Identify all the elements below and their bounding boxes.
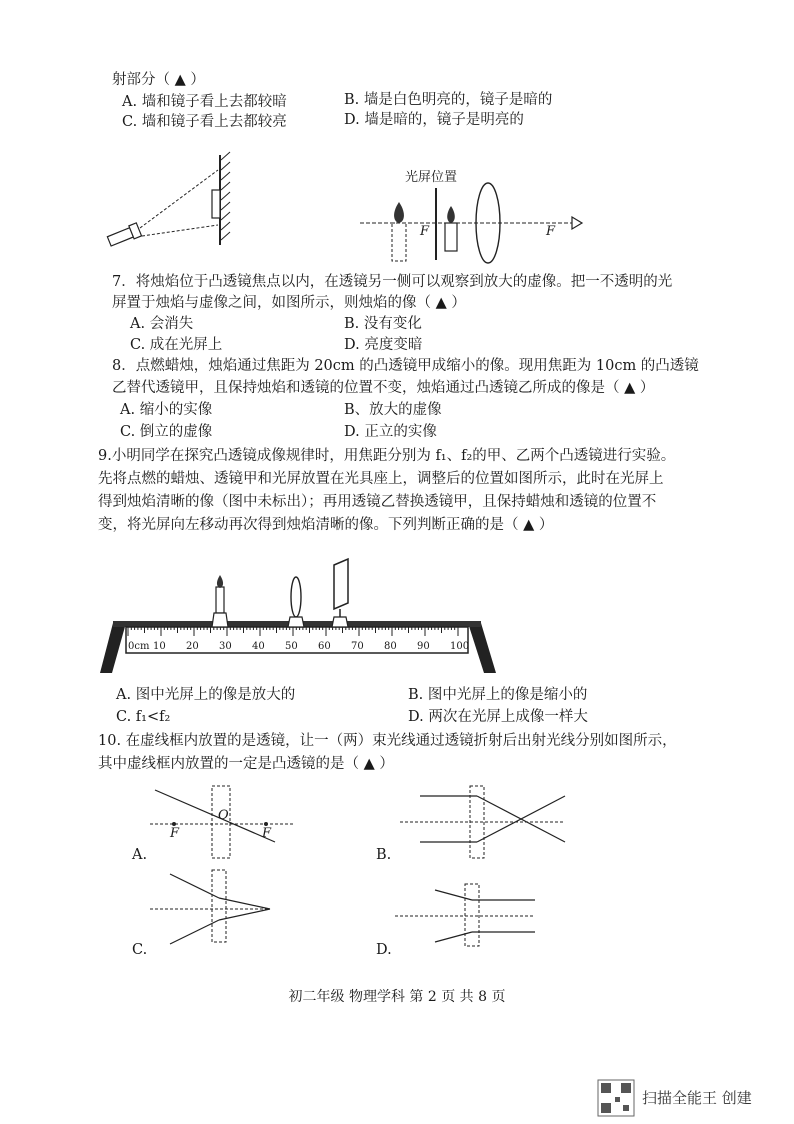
q8-option-d: D. 正立的实像 xyxy=(344,424,437,440)
q10-figure-c xyxy=(150,866,300,946)
q10-option-a: A. xyxy=(132,847,148,863)
q7-lens-screen-figure xyxy=(360,180,590,270)
q7-stem-line1: 7．将烛焰位于凸透镜焦点以内，在透镜另一侧可以观察到放大的虚像。把一不透明的光 xyxy=(112,274,673,290)
q10-figure-b xyxy=(400,782,580,862)
ruler-tick-label: 90 xyxy=(417,641,430,652)
qr-code-icon xyxy=(598,1080,634,1116)
scanner-brand xyxy=(598,1078,788,1118)
q9-option-c: C. f₁<f₂ xyxy=(116,709,171,725)
q6-option-d: D. 墙是暗的，镜子是明亮的 xyxy=(344,112,524,128)
fig7-screen-position-label: 光屏位置 xyxy=(405,170,458,185)
q8-option-b: B、放大的虚像 xyxy=(344,402,442,418)
q8-stem-line1: 8．点燃蜡烛，烛焰通过焦距为 20cm 的凸透镜甲成缩小的像。现用焦距为 10cm 的凸透镜 xyxy=(112,358,699,374)
q10-option-d: D. xyxy=(376,942,392,958)
ruler-tick-label: 70 xyxy=(351,641,364,652)
ruler-tick-label: 40 xyxy=(252,641,265,652)
q10-stem-line1: 10. 在虚线框内放置的是透镜，让一（两）束光线通过透镜折射后出射光线分别如图所示， xyxy=(98,733,677,749)
q7-option-b: B. 没有变化 xyxy=(344,316,422,332)
q9-optical-bench-figure xyxy=(98,555,498,675)
ruler-tick-label: 50 xyxy=(285,641,298,652)
brand-text: 扫描全能王 创建 xyxy=(642,1089,752,1107)
ruler-tick-label: 30 xyxy=(219,641,232,652)
q9-option-a: A. 图中光屏上的像是放大的 xyxy=(116,687,296,703)
q10a-optical-center: O xyxy=(218,808,229,823)
q9-stem-line2: 先将点燃的蜡烛、透镜甲和光屏放置在光具座上，调整后的位置如图所示，此时在光屏上 xyxy=(98,471,664,487)
q8-option-c: C. 倒立的虚像 xyxy=(120,424,213,440)
q6-stem-tail: 射部分（ ▲ ） xyxy=(112,72,205,88)
ruler-tick-label: 80 xyxy=(384,641,397,652)
q7-stem-line2: 屏置于烛焰与虚像之间，如图所示，则烛焰的像（ ▲ ） xyxy=(112,295,466,311)
q10-option-c: C. xyxy=(132,942,148,958)
q10a-focal-right: F xyxy=(262,826,272,841)
q10-option-b: B. xyxy=(376,847,392,863)
page-footer: 初二年级 物理学科 第 2 页 共 8 页 xyxy=(288,989,506,1005)
ruler-tick-label: 60 xyxy=(318,641,331,652)
q9-stem-line4: 变，将光屏向左移动再次得到烛焰清晰的像。下列判断正确的是（ ▲ ） xyxy=(98,517,554,533)
q7-option-a: A. 会消失 xyxy=(130,316,194,332)
q9-option-d: D. 两次在光屏上成像一样大 xyxy=(408,709,588,725)
q8-option-a: A. 缩小的实像 xyxy=(120,402,213,418)
fig7-focal-right: F xyxy=(546,224,556,239)
q6-option-a: A. 墙和镜子看上去都较暗 xyxy=(122,94,287,110)
q6-option-c: C. 墙和镜子看上去都较亮 xyxy=(122,114,287,130)
q10a-focal-left: F xyxy=(170,826,180,841)
ruler-tick-label: 10 xyxy=(153,641,166,652)
q9-stem-line1: 9.小明同学在探究凸透镜成像规律时，用焦距分别为 f₁、f₂的甲、乙两个凸透镜进行实验。 xyxy=(98,448,676,464)
q6-flashlight-mirror-figure xyxy=(100,150,250,260)
ruler-unit-label: 0cm xyxy=(128,641,150,652)
ruler-tick-label: 100 xyxy=(450,641,470,652)
q9-stem-line3: 得到烛焰清晰的像（图中未标出）；再用透镜乙替换透镜甲，且保持蜡烛和透镜的位置不 xyxy=(98,494,657,510)
q8-stem-line2: 乙替代透镜甲，且保持烛焰和透镜的位置不变，烛焰通过凸透镜乙所成的像是（ ▲ ） xyxy=(112,380,655,396)
q7-option-c: C. 成在光屏上 xyxy=(130,337,223,353)
ruler-tick-label: 20 xyxy=(186,641,199,652)
q10-figure-d xyxy=(395,880,545,950)
fig7-focal-left: F xyxy=(420,224,430,239)
q6-option-b: B. 墙是白色明亮的，镜子是暗的 xyxy=(344,92,553,108)
q9-option-b: B. 图中光屏上的像是缩小的 xyxy=(408,687,588,703)
q10-stem-line2: 其中虚线框内放置的一定是凸透镜的是（ ▲ ） xyxy=(98,756,394,772)
q7-option-d: D. 亮度变暗 xyxy=(344,337,423,353)
